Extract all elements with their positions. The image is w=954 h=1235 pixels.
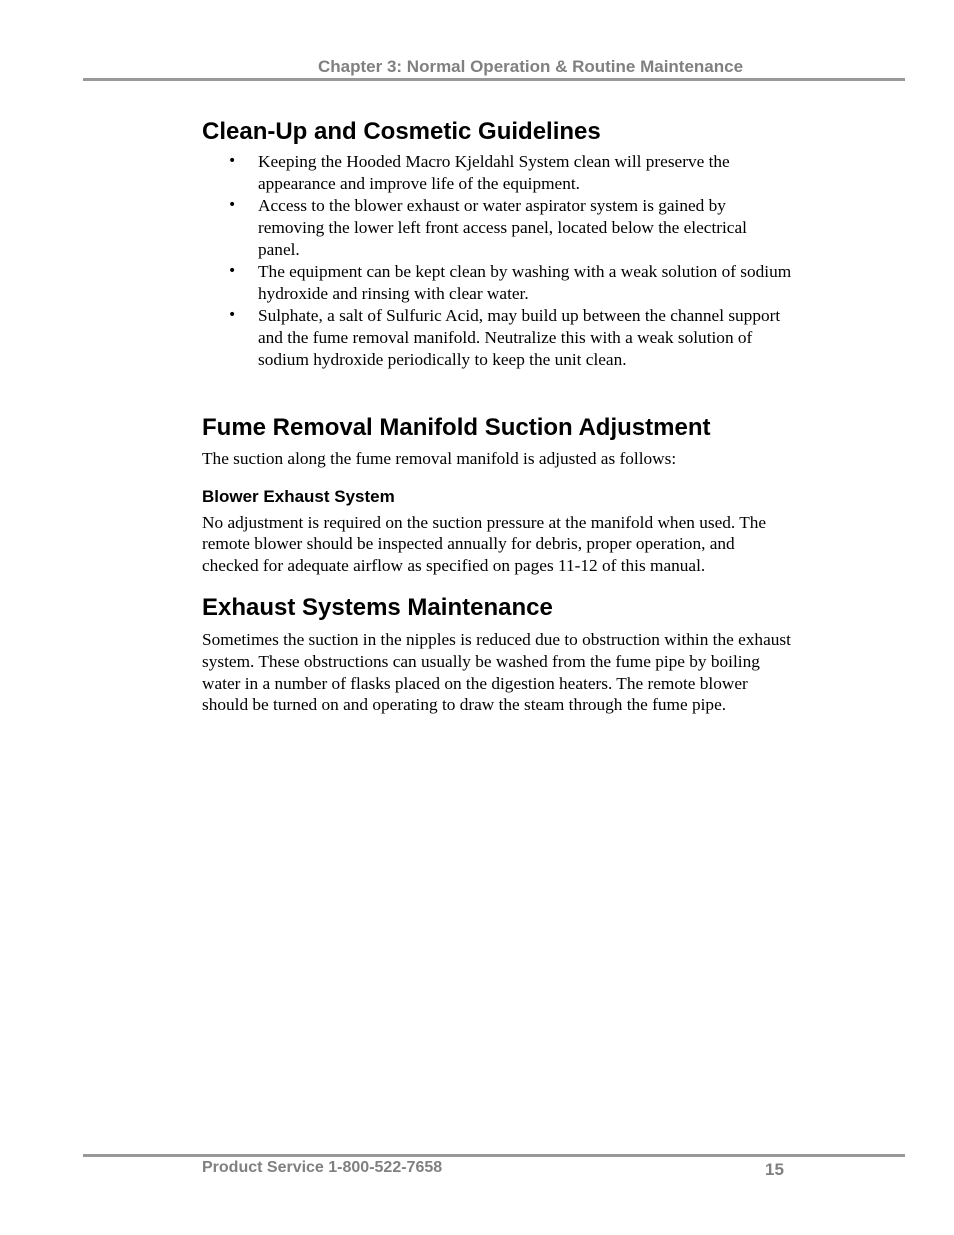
page-content: [202, 117, 792, 716]
header-chapter-title: Chapter 3: Normal Operation & Routine Maintenance: [318, 57, 744, 76]
section-heading-cleanup: Clean-Up and Cosmetic Guidelines: [202, 118, 601, 145]
subheading-blower-exhaust: Blower Exhaust System: [202, 486, 395, 506]
bullet-icon: •: [228, 263, 237, 280]
list-item-text: The equipment can be kept clean by washing with a weak solution of sodium hydroxide and rinsing with clear water.: [258, 262, 792, 303]
page-number: 15: [765, 1160, 784, 1179]
footer-service-text: Product Service 1-800-522-7658: [202, 1159, 443, 1176]
bullet-icon: •: [228, 153, 237, 169]
list-item: [228, 305, 792, 370]
cleanup-bullet-list: [202, 151, 792, 371]
exhaust-paragraph: Sometimes the suction in the nipples is reduced due to obstruction within the exhaust system. These obstructions can usually be washed from the fume pipe by boiling water in a number of flasks placed on the digestion heaters. The remote blower should be turned on and operating to draw the steam through the fume pipe.: [202, 629, 791, 715]
list-item-text: Sulphate, a salt of Sulfuric Acid, may build up between the channel support and the fume removal manifold. Neutralize this with a weak solution of sodium hydroxide periodically to keep the unit clean.: [258, 306, 781, 369]
bullet-icon: •: [228, 307, 237, 324]
blower-paragraph: No adjustment is required on the suction pressure at the manifold when used. The remote blower should be inspected annually for debris, proper operation, and checked for adequate airflow as specified on pages 11-12 of this manual.: [202, 512, 767, 576]
list-item-text: Access to the blower exhaust or water aspirator system is gained by removing the lower left front access panel, located below the electrical panel.: [258, 196, 747, 259]
list-item: [228, 195, 792, 260]
fume-intro-paragraph: The suction along the fume removal manifold is adjusted as follows:: [202, 448, 677, 468]
list-item-text: Keeping the Hooded Macro Kjeldahl System clean will preserve the appearance and improve life of the equipment.: [258, 152, 730, 193]
section-heading-fume-removal: Fume Removal Manifold Suction Adjustment: [202, 413, 711, 441]
list-item: [228, 261, 792, 305]
section-heading-exhaust-maintenance: Exhaust Systems Maintenance: [202, 593, 553, 621]
footer-rule: [83, 1154, 905, 1157]
bullet-icon: •: [228, 197, 237, 214]
header-rule: [83, 78, 905, 81]
list-item: [228, 151, 792, 195]
